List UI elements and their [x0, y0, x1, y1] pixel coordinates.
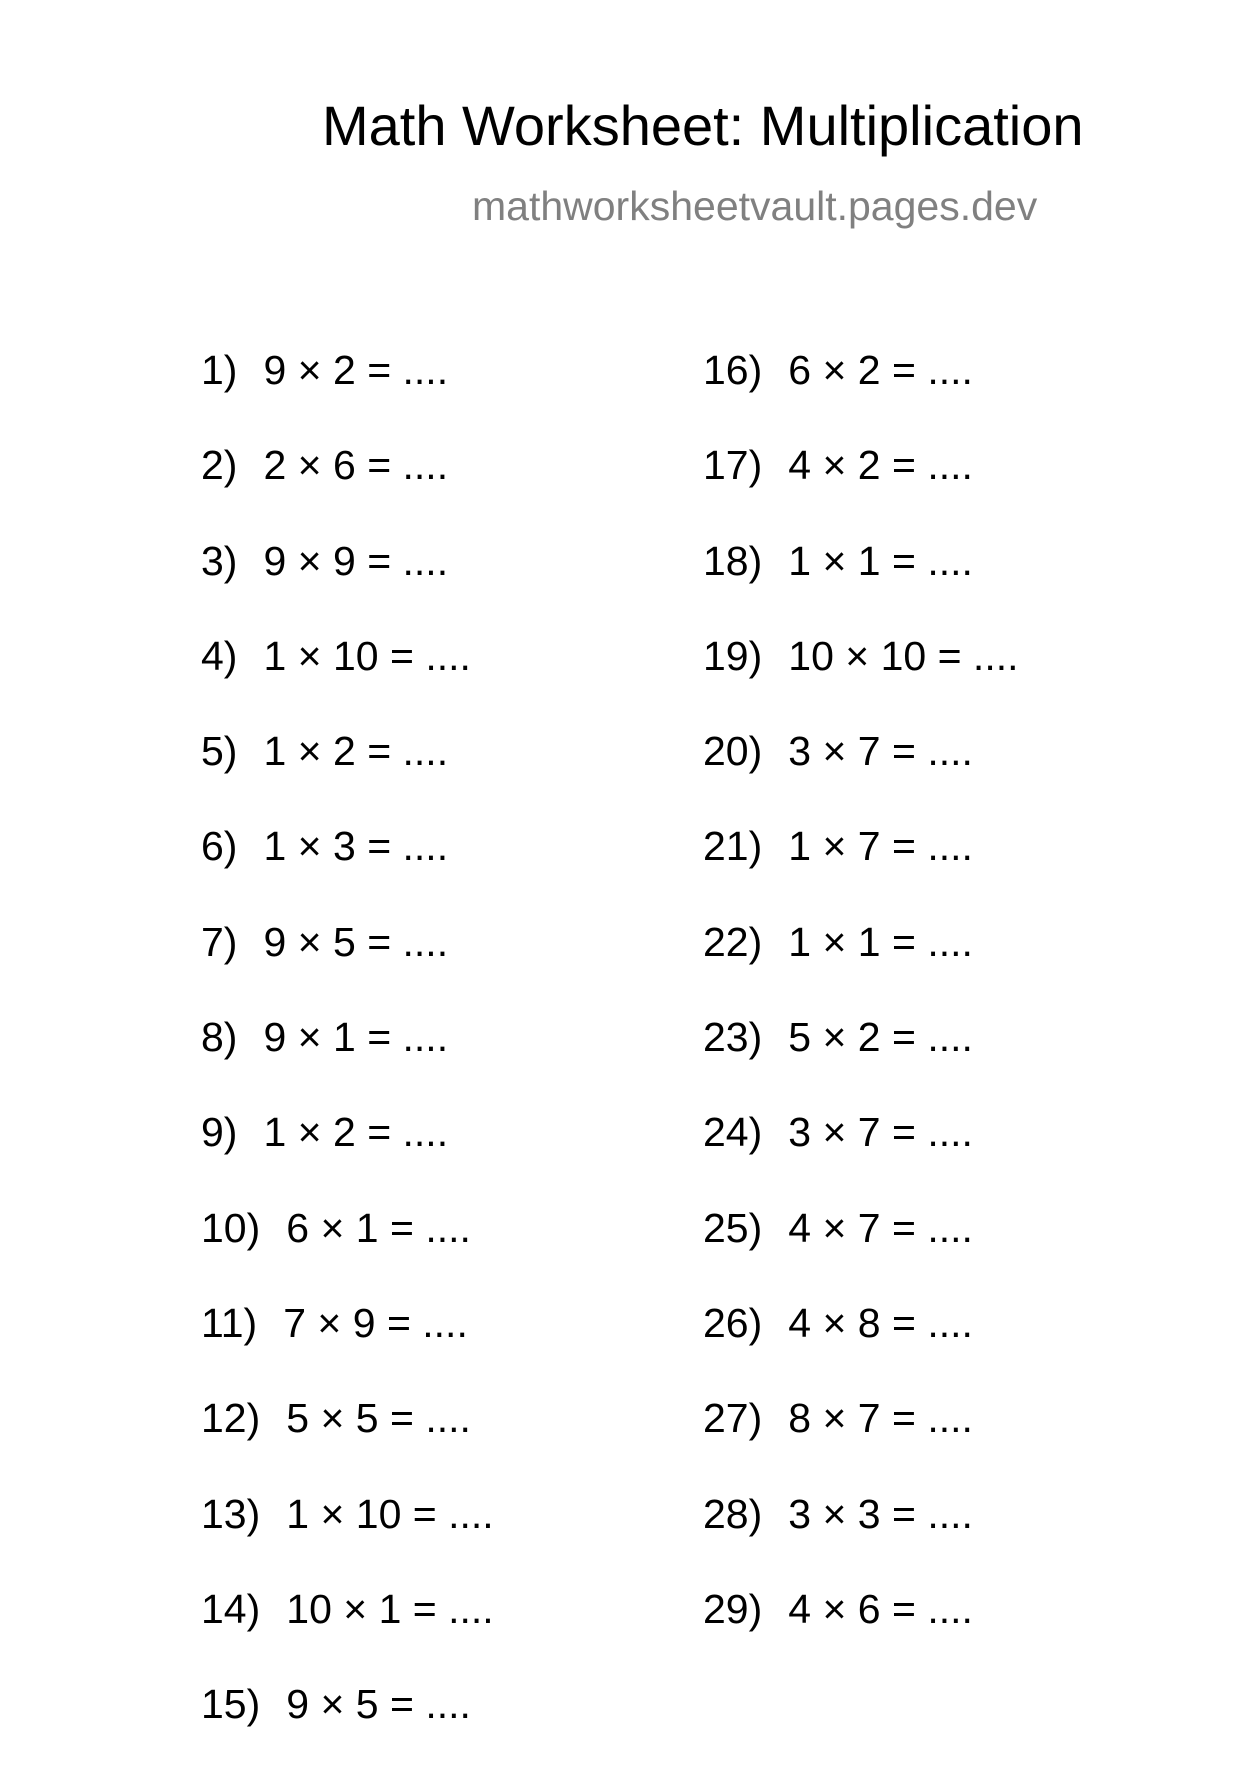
problem-item: [703, 823, 1019, 921]
problem-number: 14): [201, 1585, 261, 1632]
problem-expression: 9 × 2 = ....: [263, 347, 449, 393]
problem-expression: 1 × 10 = ....: [263, 632, 471, 679]
problem-number: 29): [703, 1585, 763, 1632]
problem-number: 15): [201, 1681, 261, 1728]
problem-number: 28): [703, 1490, 763, 1537]
problem-number: 10): [201, 1204, 261, 1251]
problem-item: [703, 347, 1019, 445]
problem-number: 16): [703, 347, 763, 393]
problem-item: [703, 632, 1019, 731]
problem-expression: 9 × 9 = ....: [263, 537, 449, 584]
problem-item: [703, 918, 1019, 1017]
problem-expression: 2 × 6 = ....: [263, 442, 449, 489]
problem-expression: 10 × 10 = ....: [788, 632, 1019, 679]
problem-item: [201, 1109, 494, 1207]
problem-number: 4): [201, 632, 238, 679]
problem-number: 21): [703, 823, 763, 870]
problem-number: 6): [201, 823, 238, 870]
problem-expression: 9 × 1 = ....: [263, 1014, 449, 1061]
problem-item: [201, 1204, 494, 1303]
problem-column-right: [703, 347, 1019, 1684]
problem-item: [201, 1681, 494, 1779]
problem-number: 1): [201, 347, 238, 393]
problem-number: 18): [703, 537, 763, 584]
problem-number: 23): [703, 1014, 763, 1061]
problem-item: [201, 823, 494, 921]
worksheet-source-url: mathworksheetvault.pages.dev: [472, 183, 1038, 229]
problem-expression: 1 × 1 = ....: [788, 537, 973, 584]
problem-expression: 10 × 1 = ....: [286, 1585, 494, 1632]
problem-expression: 1 × 3 = ....: [263, 823, 449, 870]
problem-number: 11): [201, 1299, 258, 1346]
problem-expression: 4 × 6 = ....: [788, 1585, 973, 1632]
problem-expression: 1 × 2 = ....: [263, 728, 449, 775]
problem-expression: 4 × 2 = ....: [788, 442, 973, 489]
problem-item: [703, 1299, 1019, 1398]
problem-item: [703, 537, 1019, 636]
problem-expression: 4 × 7 = ....: [788, 1204, 973, 1251]
problem-number: 27): [703, 1395, 763, 1442]
problem-item: [201, 1490, 494, 1589]
problem-item: [201, 728, 494, 826]
problem-expression: 3 × 3 = ....: [788, 1490, 973, 1537]
problem-expression: 4 × 8 = ....: [788, 1299, 973, 1346]
worksheet-title: Math Worksheet: Multiplication: [322, 94, 1084, 157]
problem-expression: 5 × 5 = ....: [286, 1395, 471, 1442]
problem-item: [703, 1014, 1019, 1112]
problem-item: [201, 1585, 494, 1684]
problem-expression: 6 × 2 = ....: [788, 347, 973, 393]
problem-item: [201, 918, 494, 1017]
problem-number: 26): [703, 1299, 763, 1346]
problem-number: 19): [703, 632, 763, 679]
problem-expression: 1 × 1 = ....: [788, 918, 973, 965]
problem-expression: 8 × 7 = ....: [788, 1395, 973, 1442]
problem-expression: 3 × 7 = ....: [788, 728, 973, 775]
problem-item: [201, 632, 494, 731]
problem-number: 17): [703, 442, 763, 489]
problem-item: [201, 1299, 494, 1398]
problem-expression: 9 × 5 = ....: [263, 918, 449, 965]
problem-number: 7): [201, 918, 238, 965]
problem-expression: 5 × 2 = ....: [788, 1014, 973, 1061]
problem-column-left: [201, 347, 494, 1779]
problem-item: [703, 1395, 1019, 1493]
problem-item: [201, 1395, 494, 1493]
problem-expression: 9 × 5 = ....: [286, 1681, 471, 1728]
problem-item: [703, 1204, 1019, 1303]
problem-number: 8): [201, 1014, 238, 1061]
problem-expression: 3 × 7 = ....: [788, 1109, 973, 1156]
problem-number: 5): [201, 728, 238, 775]
problem-expression: 1 × 7 = ....: [788, 823, 973, 870]
problem-number: 9): [201, 1109, 238, 1156]
problem-number: 13): [201, 1490, 261, 1537]
problem-number: 20): [703, 728, 763, 775]
problem-expression: 6 × 1 = ....: [286, 1204, 471, 1251]
problem-number: 25): [703, 1204, 763, 1251]
problem-item: [201, 442, 494, 540]
problem-expression: 7 × 9 = ....: [283, 1299, 468, 1346]
problem-expression: 1 × 2 = ....: [263, 1109, 449, 1156]
problem-item: [703, 728, 1019, 826]
problem-number: 24): [703, 1109, 763, 1156]
problem-item: [703, 442, 1019, 540]
problem-item: [201, 1014, 494, 1112]
problem-number: 12): [201, 1395, 261, 1442]
problem-item: [201, 347, 494, 445]
problem-item: [703, 1109, 1019, 1207]
problem-item: [201, 537, 494, 636]
problem-number: 22): [703, 918, 763, 965]
problem-number: 3): [201, 537, 238, 584]
problem-expression: 1 × 10 = ....: [286, 1490, 494, 1537]
problem-item: [703, 1585, 1019, 1684]
problem-number: 2): [201, 442, 238, 489]
problem-item: [703, 1490, 1019, 1589]
